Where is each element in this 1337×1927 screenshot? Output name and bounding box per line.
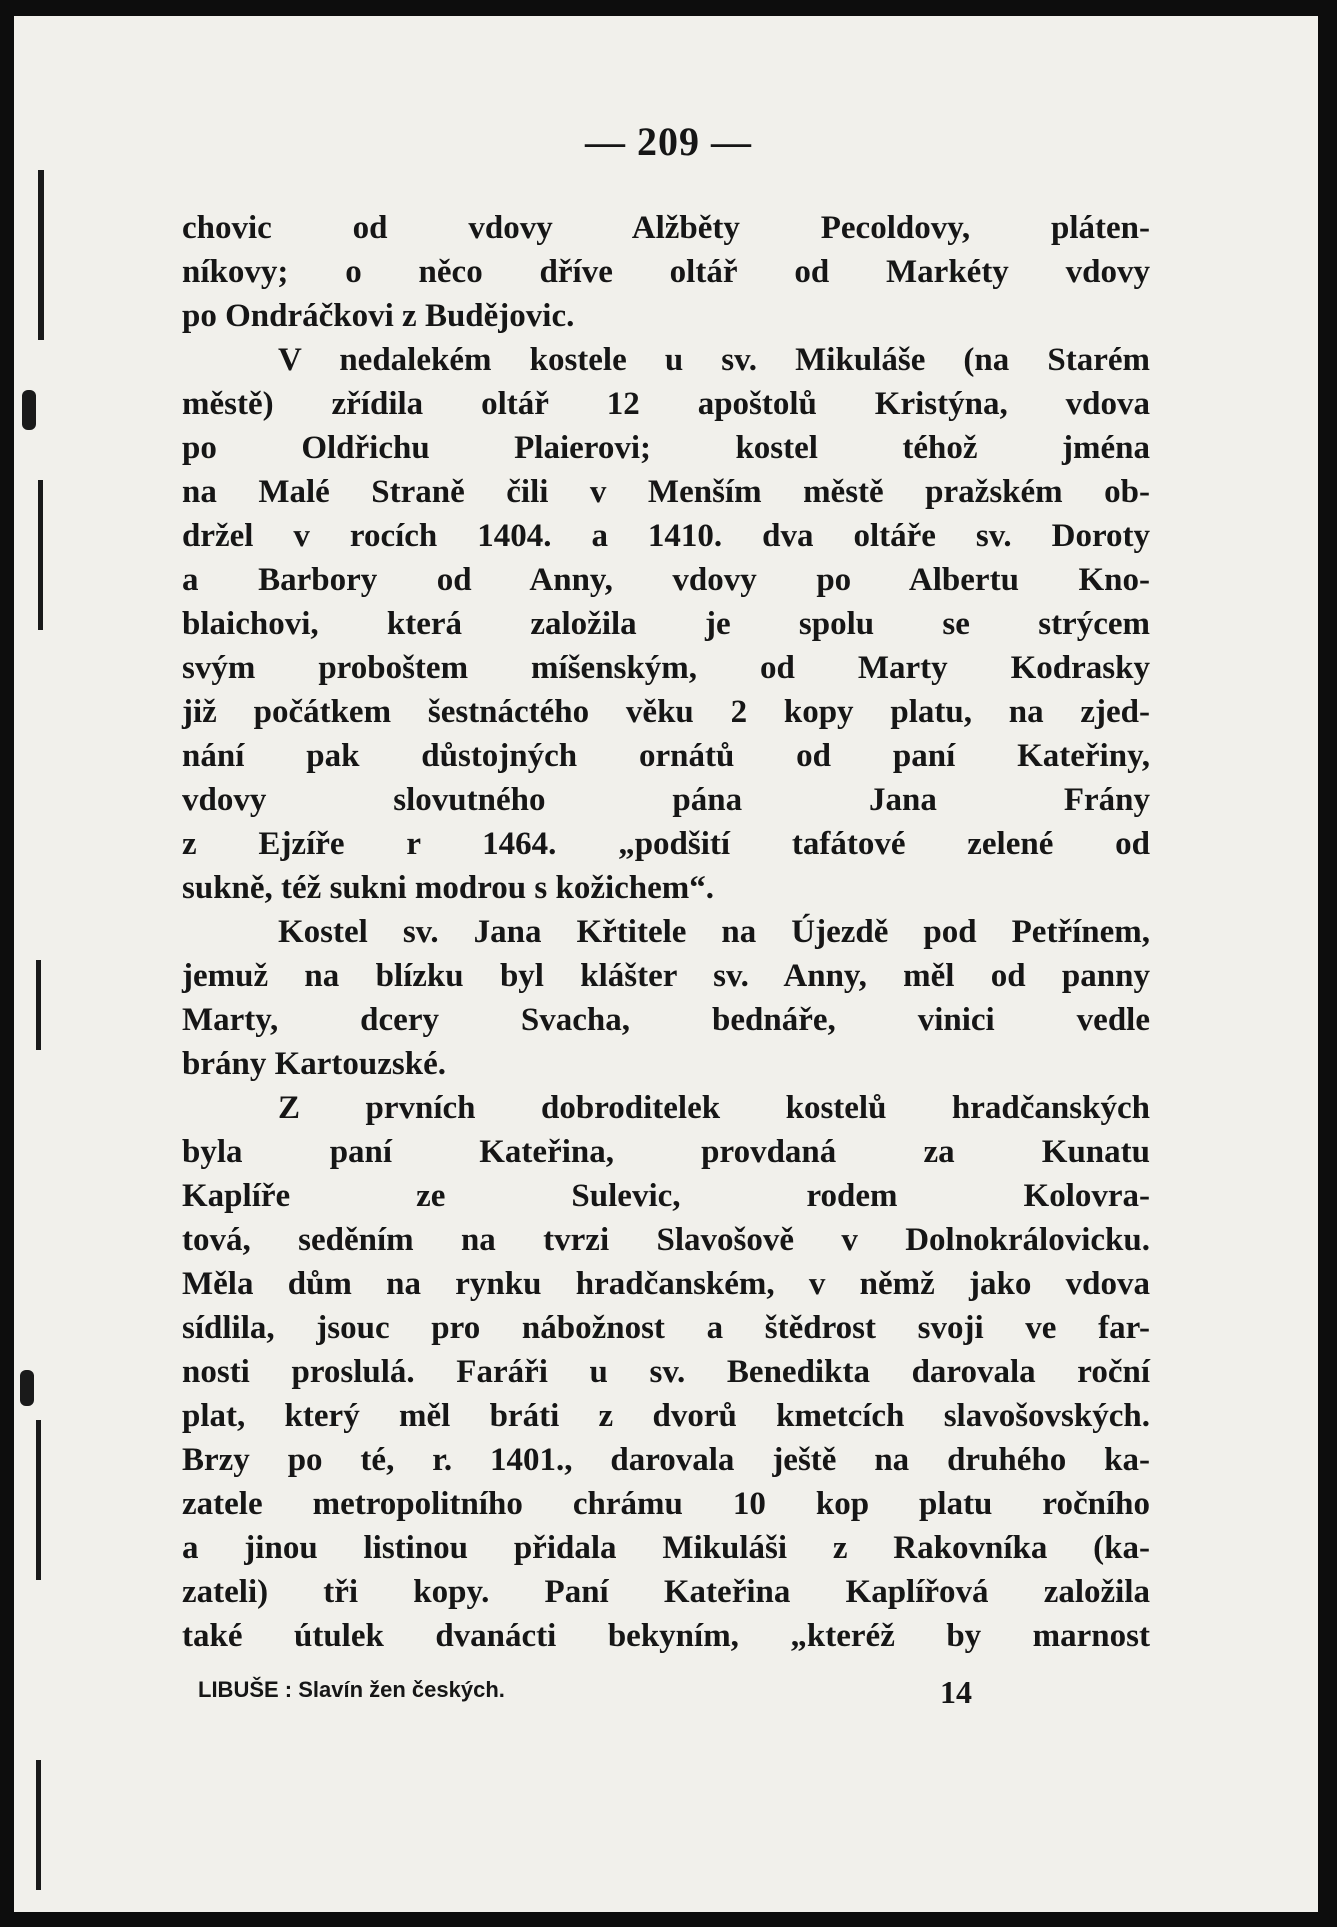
text-line: Kaplíře ze Sulevic, rodem Kolovra- (182, 1178, 1150, 1214)
text-line: brány Kartouzské. (182, 1046, 446, 1082)
footer-sheet-number: 14 (940, 1674, 972, 1710)
text-line: zateli) tři kopy. Paní Kateřina Kaplířová založila (182, 1574, 1150, 1610)
text-line: Marty, dcery Svacha, bednáře, vinici vedle (182, 1002, 1150, 1038)
text-line: také útulek dvanácti bekyním, „kteréž by marnost (182, 1618, 1150, 1654)
binding-edge-mark (36, 1420, 41, 1580)
text-line: již počátkem šestnáctého věku 2 kopy platu, na zjed- (182, 694, 1150, 730)
text-line: Brzy po té, r. 1401., darovala ještě na druhého ka- (182, 1442, 1150, 1478)
text-line: zatele metropolitního chrámu 10 kop platu ročního (182, 1486, 1150, 1522)
footer-signature: LIBUŠE : Slavín žen českých. (198, 1677, 505, 1702)
text-line: byla paní Kateřina, provdaná za Kunatu (182, 1134, 1150, 1170)
text-line: blaichovi, která založila je spolu se strýcem (182, 606, 1150, 642)
text-line: a Barbory od Anny, vdovy po Albertu Kno- (182, 562, 1150, 598)
text-line: chovic od vdovy Alžběty Pecoldovy, pláten- (182, 210, 1150, 246)
text-line: svým proboštem míšenským, od Marty Kodrasky (182, 650, 1150, 686)
text-line: sukně, též sukni modrou s kožichem“. (182, 870, 715, 906)
text-line: sídlila, jsouc pro nábožnost a štědrost svoji ve far- (182, 1310, 1150, 1346)
text-line: vdovy slovutného pána Jana Frány (182, 782, 1150, 818)
text-line: Z prvních dobroditelek kostelů hradčanských (278, 1090, 1150, 1126)
page-number: — 209 — (585, 119, 752, 164)
binding-edge-mark (38, 170, 44, 340)
binding-edge-mark (22, 390, 36, 430)
text-line: plat, který měl bráti z dvorů kmetcích slavošovských. (182, 1398, 1150, 1434)
text-line: po Ondráčkovi z Budějovic. (182, 298, 575, 334)
text-line: tová, seděním na tvrzi Slavošově v Dolnokrálovicku. (182, 1222, 1150, 1258)
text-line: nosti proslulá. Faráři u sv. Benedikta darovala roční (182, 1354, 1150, 1390)
text-line: městě) zřídila oltář 12 apoštolů Kristýna, vdova (182, 386, 1150, 422)
text-line: po Oldřichu Plaierovi; kostel téhož jména (182, 430, 1150, 466)
text-line: nání pak důstojných ornátů od paní Kateřiny, (182, 738, 1150, 774)
text-line: Kostel sv. Jana Křtitele na Újezdě pod Petřínem, (278, 914, 1150, 950)
text-line: a jinou listinou přidala Mikuláši z Rakovníka (ka- (182, 1530, 1150, 1566)
binding-edge-mark (20, 1370, 34, 1406)
binding-edge-mark (38, 480, 43, 630)
binding-edge-mark (36, 1760, 41, 1890)
text-line: držel v rocích 1404. a 1410. dva oltáře sv. Doroty (182, 518, 1150, 554)
text-line: na Malé Straně čili v Menším městě pražském ob- (182, 474, 1150, 510)
text-line: níkovy; o něco dříve oltář od Markéty vdovy (182, 254, 1150, 290)
text-line: jemuž na blízku byl klášter sv. Anny, měl od panny (182, 958, 1150, 994)
body-text (182, 0, 1150, 1927)
binding-edge-mark (36, 960, 41, 1050)
text-line: z Ejzíře r 1464. „podšití tafátové zelené od (182, 826, 1150, 862)
text-line: Měla dům na rynku hradčanském, v němž jako vdova (182, 1266, 1150, 1302)
text-line: V nedalekém kostele u sv. Mikuláše (na Starém (278, 342, 1150, 378)
